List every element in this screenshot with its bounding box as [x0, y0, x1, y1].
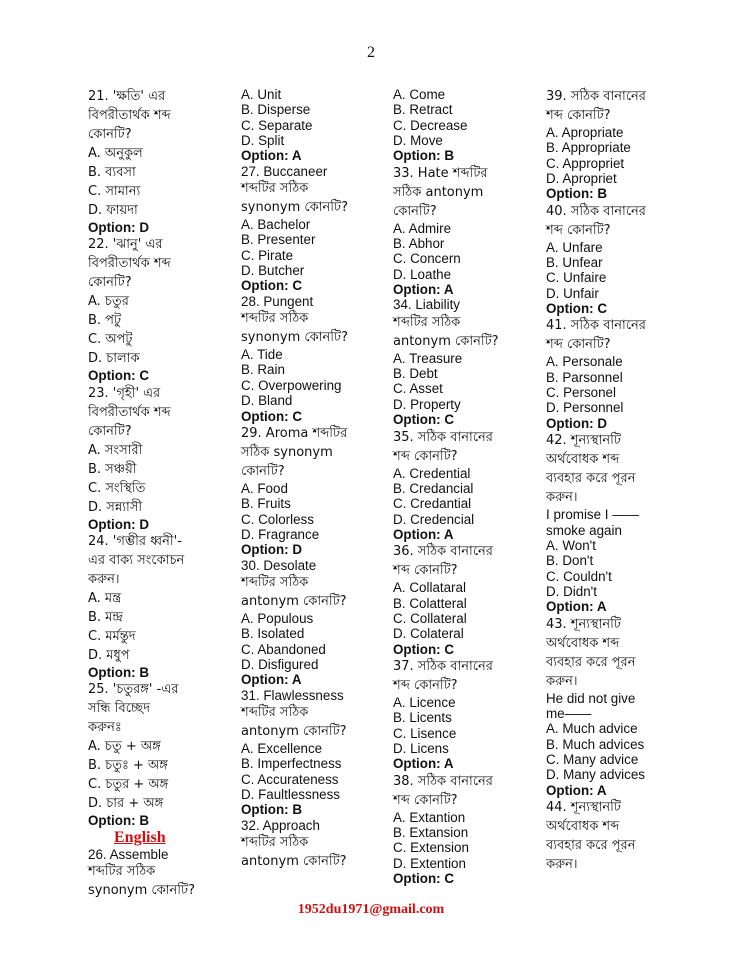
question-text-line: D. Personnel — [546, 400, 624, 416]
question-text-line: 24. 'গম্ভীর ধ্বনী'- — [88, 534, 182, 550]
question-text-line: শব্দ কোনটি? — [393, 792, 458, 808]
question-text-line: করুন। — [88, 572, 120, 588]
question-text-line: D. Many advices — [546, 767, 645, 783]
question-text-line: B. Retract — [393, 102, 453, 118]
question-text-line: শব্দ কোনটি? — [393, 677, 458, 693]
question-text-line: 43. শূন্যস্থানটি — [546, 616, 621, 632]
question-text-line: synonym কোনটি? — [241, 200, 348, 216]
question-text-line: শব্দটির সঠিক — [393, 314, 461, 330]
question-text-line: D. Didn't — [546, 583, 597, 599]
question-text-line: A. Personale — [546, 354, 623, 370]
question-text-line: শব্দটির সঠিক — [241, 574, 309, 590]
answer-option-line: Option: C — [546, 301, 607, 317]
question-text-line: A. Populous — [241, 610, 314, 626]
question-text-line: 39. সঠিক বানানের — [546, 89, 646, 104]
question-text-line: C. Personel — [546, 385, 616, 401]
question-text-line: B. Appropriate — [546, 140, 631, 156]
question-text-line: antonym কোনটি? — [241, 723, 347, 739]
question-text-line: C. Decrease — [393, 117, 468, 133]
answer-option-line: Option: A — [393, 282, 454, 298]
question-text-line: কোনটি? — [88, 423, 132, 439]
answer-option-line: Option: A — [241, 672, 302, 688]
question-text-line: A. Tide — [241, 347, 283, 363]
answer-option-line: Option: C — [88, 368, 149, 384]
question-text-line: D. Property — [393, 396, 461, 412]
question-text-line: কোনটি? — [88, 275, 132, 291]
question-text-line: এর বাক্য সংকোচন — [88, 553, 185, 569]
question-text-line: শব্দটির সঠিক — [241, 311, 309, 327]
question-text-line: C. মর্মন্তুদ — [88, 629, 136, 645]
question-text-line: B. Credancial — [393, 480, 474, 496]
page-number: 2 — [367, 44, 375, 61]
question-text-line: সন্ধি বিচ্ছেদ — [88, 701, 151, 717]
question-text-line: D. মধুপ — [88, 648, 130, 664]
question-text-line: D. Apropriet — [546, 171, 617, 187]
question-text-line: শব্দ কোনটি? — [546, 337, 611, 353]
question-text-line: B. Presenter — [241, 232, 316, 248]
question-text-line: ব্যবহার করে পূরন — [546, 471, 636, 487]
question-text-line: C. Accurateness — [241, 771, 339, 787]
question-text-line: A. Licence — [393, 694, 456, 710]
question-text-line: B. পটু — [88, 313, 122, 329]
question-text-line: B. Imperfectness — [241, 756, 342, 772]
question-text-line: শব্দটির সঠিক — [88, 864, 156, 880]
question-text-line: করুন। — [546, 490, 578, 506]
answer-option-line: Option: A — [393, 756, 454, 772]
question-text-line: A. Extantion — [393, 809, 466, 825]
question-text-line: He did not give — [546, 690, 636, 706]
question-text-line: শব্দ কোনটি? — [393, 448, 458, 464]
section-heading: English — [114, 828, 166, 846]
answer-option-line: Option: A — [546, 599, 607, 615]
column-4 — [546, 87, 696, 874]
answer-option-line: Option: A — [546, 782, 607, 798]
question-text-line: 26. Assemble — [88, 846, 169, 862]
question-text-line: C. Abandoned — [241, 641, 326, 657]
question-text-line: A. Apropriate — [546, 125, 624, 140]
question-text-line: D. Faultlessness — [241, 787, 340, 802]
question-text-line: শব্দ কোনটি? — [546, 222, 611, 238]
question-text-line: 22. 'ঝানু' এর — [88, 237, 163, 253]
column-1 — [88, 87, 238, 900]
question-text-line: C. Lisence — [393, 725, 457, 741]
question-text-line: B. Debt — [393, 366, 438, 382]
question-text-line: B. Extansion — [393, 825, 469, 840]
question-text-line: D. Butcher — [241, 263, 305, 279]
question-text-line: A. Much advice — [546, 721, 638, 737]
question-text-line: antonym কোনটি? — [393, 333, 499, 349]
question-text-line: করুন। — [546, 856, 578, 872]
question-text-line: 21. 'ক্ষতি' এর — [88, 89, 166, 104]
answer-option-line: Option: B — [241, 802, 302, 818]
question-text-line: B. Fruits — [241, 496, 291, 512]
question-text-line: কোনটি? — [393, 203, 437, 219]
question-text-line: বিপরীতার্থক শব্দ — [88, 404, 171, 420]
question-text-line: 29. Aroma শব্দটির — [241, 425, 348, 441]
question-text-line: C. সংস্থিতি — [88, 480, 146, 496]
footer-email: 1952du1971@gmail.com — [297, 902, 445, 917]
question-text-line: C. Many advice — [546, 751, 639, 767]
question-text-line: C. Credantial — [393, 496, 472, 512]
question-text-line: C. Pirate — [241, 247, 294, 263]
question-text-line: 34. Liability — [393, 297, 460, 313]
answer-option-line: Option: D — [241, 542, 302, 558]
question-text-line: A. মন্ত্র — [88, 591, 122, 607]
question-text-line: 30. Desolate — [241, 557, 317, 573]
question-text-line: D. Disfigured — [241, 656, 319, 672]
question-text-line: B. ব্যবসা — [88, 165, 136, 180]
question-text-line: শব্দটির সঠিক — [241, 181, 309, 197]
question-text-line: 31. Flawlessness — [241, 687, 344, 703]
question-text-line: D. Loathe — [393, 266, 452, 282]
question-text-line: 27. Buccaneer — [241, 163, 328, 179]
question-text-line: B. Abhor — [393, 236, 445, 252]
question-text-line: কোনটি? — [241, 463, 285, 479]
question-text-line: synonym কোনটি? — [241, 330, 348, 346]
question-text-line: B. Licents — [393, 710, 452, 726]
question-text-line: B. Disperse — [241, 102, 311, 118]
question-text-line: B. Rain — [241, 362, 285, 378]
question-text-line: B. Unfear — [546, 255, 603, 271]
answer-option-line: Option: B — [88, 665, 149, 681]
question-text-line: 23. 'গৃহী' এর — [88, 385, 161, 401]
question-text-line: 28. Pungent — [241, 293, 314, 309]
question-text-line: D. Extention — [393, 855, 466, 871]
answer-option-line: Option: D — [88, 220, 149, 235]
question-text-line: B. Parsonnel — [546, 369, 623, 385]
answer-option-line: Option: C — [393, 871, 454, 887]
question-text-line: C. Unfaire — [546, 270, 607, 286]
question-text-line: C. Concern — [393, 251, 461, 267]
question-text-line: 44. শূন্যস্থানটি — [546, 799, 621, 815]
question-text-line: B. Colatteral — [393, 595, 467, 611]
question-text-line: antonym কোনটি? — [241, 593, 347, 609]
column-2 — [241, 87, 391, 871]
question-text-line: অর্থবোধক শব্দ — [546, 635, 620, 651]
question-text-line: 35. সঠিক বানানের — [393, 429, 493, 445]
question-text-line: কোনটি? — [88, 127, 132, 142]
answer-option-line: Option: B — [546, 186, 607, 202]
question-text-line: বিপরীতার্থক শব্দ — [88, 108, 171, 123]
question-text-line: C. Colorless — [241, 511, 314, 527]
question-text-line: A. Come — [393, 87, 446, 102]
question-text-line: C. Couldn't — [546, 568, 612, 584]
question-text-line: করুনঃ — [88, 720, 122, 736]
question-text-line: 36. সঠিক বানানের — [393, 544, 493, 560]
question-text-line: A. Food — [241, 480, 288, 496]
question-text-line: 37. সঠিক বানানের — [393, 658, 493, 674]
question-text-line: C. Extension — [393, 840, 469, 856]
question-text-line: শব্দ কোনটি? — [393, 563, 458, 579]
question-text-line: A. Credential — [393, 465, 471, 481]
question-text-line: D. Split — [241, 133, 285, 149]
question-text-line: smoke again — [546, 522, 622, 538]
answer-option-line: Option: D — [546, 415, 607, 431]
answer-option-line: Option: C — [241, 408, 302, 424]
question-text-line: C. Separate — [241, 117, 313, 133]
question-text-line: অর্থবোধক শব্দ — [546, 818, 620, 834]
question-text-line: D. Licens — [393, 740, 449, 756]
question-text-line: 42. শূন্যস্থানটি — [546, 433, 621, 449]
question-text-line: D. Fragrance — [241, 526, 320, 542]
question-text-line: A. Admire — [393, 220, 452, 236]
answer-option-line: Option: B — [88, 813, 149, 829]
question-text-line: C. সামান্য — [88, 184, 141, 199]
question-text-line: B. Don't — [546, 553, 594, 569]
question-text-line: শব্দটির সঠিক — [241, 704, 309, 720]
question-text-line: 40. সঠিক বানানের — [546, 203, 646, 219]
question-text-line: ব্যবহার করে পূরন — [546, 654, 636, 670]
question-text-line: বিপরীতার্থক শব্দ — [88, 256, 171, 272]
question-text-line: শব্দ কোনটি? — [546, 108, 611, 123]
question-text-line: B. সঞ্চয়ী — [88, 461, 137, 477]
question-text-line: 33. Hate শব্দটির — [393, 165, 488, 181]
question-text-line: সঠিক synonym — [241, 444, 333, 460]
question-text-line: D. Credencial — [393, 511, 475, 527]
question-text-line: অর্থবোধক শব্দ — [546, 452, 620, 468]
question-text-line: A. Unfare — [546, 239, 603, 255]
answer-option-line: Option: A — [393, 526, 454, 542]
question-text-line: 25. 'চতুরঙ্গ' -এর — [88, 682, 179, 698]
question-text-line: synonym কোনটি? — [88, 883, 195, 899]
answer-option-line: Option: D — [88, 516, 149, 532]
answer-option-line: Option: C — [393, 412, 454, 428]
question-text-line: B. মন্দ্র — [88, 610, 123, 626]
question-text-line: C. Overpowering — [241, 377, 342, 393]
question-text-line: A. চতুর — [88, 294, 129, 310]
question-text-line: A. Collataral — [393, 580, 466, 596]
question-text-line: 32. Approach — [241, 817, 320, 833]
question-text-line: B. Isolated — [241, 626, 305, 642]
question-text-line: শব্দটির সঠিক — [241, 835, 309, 851]
question-text-line: B. চতুঃ + অঙ্গ — [88, 758, 168, 774]
answer-option-line: Option: B — [393, 148, 454, 164]
question-text-line: D. Move — [393, 133, 443, 149]
question-text-line: D. ফায়দা — [88, 203, 138, 218]
question-text-line: C. Appropriet — [546, 155, 625, 171]
answer-option-line: Option: A — [241, 148, 302, 164]
question-text-line: A. Treasure — [393, 350, 463, 366]
question-text-line: D. সন্ন্যাসী — [88, 499, 143, 515]
question-text-line: D. Unfair — [546, 285, 599, 301]
question-text-line: A. Won't — [546, 537, 596, 553]
question-text-line: করুন। — [546, 673, 578, 689]
question-text-line: D. চার + অঙ্গ — [88, 796, 164, 812]
question-text-line: I promise I —— — [546, 507, 640, 523]
question-text-line: A. Bachelor — [241, 217, 311, 233]
question-text-line: me—— — [546, 705, 592, 721]
question-text-line: A. Excellence — [241, 740, 323, 756]
question-text-line: 41. সঠিক বানানের — [546, 318, 646, 334]
question-text-line: A. সংসারী — [88, 442, 143, 458]
answer-option-line: Option: C — [393, 641, 454, 657]
question-text-line: C. চতুর + অঙ্গ — [88, 777, 169, 793]
question-text-line: A. Unit — [241, 87, 282, 102]
column-3 — [393, 87, 539, 886]
question-text-line: 38. সঠিক বানানের — [393, 773, 493, 789]
question-text-line: antonym কোনটি? — [241, 854, 347, 870]
question-text-line: D. চালাক — [88, 351, 140, 367]
question-text-line: D. Bland — [241, 393, 293, 409]
question-text-line: A. চতু + অঙ্গ — [88, 739, 161, 755]
question-text-line: D. Colateral — [393, 626, 464, 642]
question-text-line: সঠিক antonym — [393, 184, 484, 200]
answer-option-line: Option: C — [241, 278, 302, 294]
question-text-line: ব্যবহার করে পূরন — [546, 837, 636, 853]
question-text-line: B. Much advices — [546, 736, 645, 752]
question-text-line: C. Collateral — [393, 610, 467, 626]
question-text-line: A. অনুকুল — [88, 146, 143, 161]
question-text-line: C. অপটু — [88, 332, 133, 348]
question-text-line: C. Asset — [393, 381, 443, 397]
